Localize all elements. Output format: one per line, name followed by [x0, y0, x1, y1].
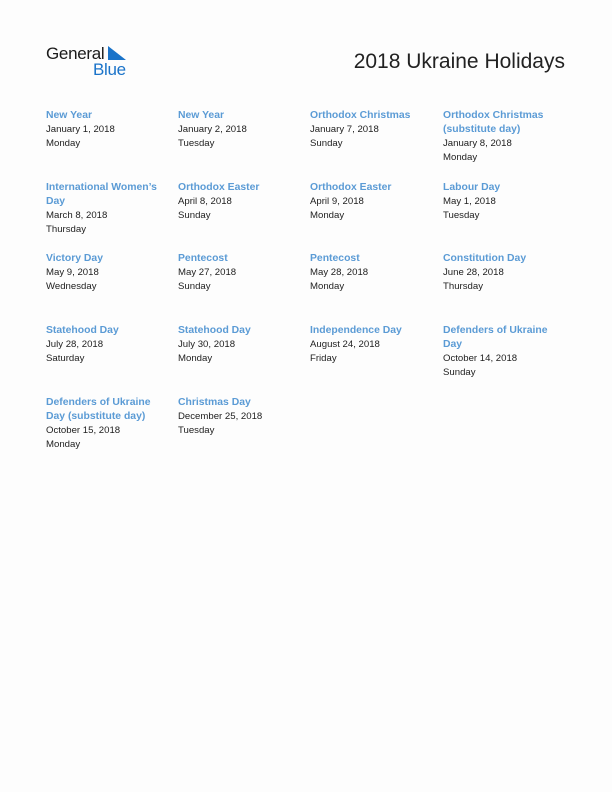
holiday-date: March 8, 2018: [46, 210, 108, 221]
logo: [46, 44, 136, 80]
holiday-date: January 2, 2018: [178, 124, 247, 135]
holiday-entry: [310, 109, 435, 151]
holiday-entry: [178, 324, 303, 366]
holiday-entry: [178, 252, 303, 294]
holiday-date: July 28, 2018: [46, 339, 104, 350]
holiday-name: Statehood Day: [178, 325, 251, 336]
holiday-name: New Year: [46, 110, 93, 121]
holiday-weekday: Thursday: [443, 281, 483, 292]
holiday-weekday: Friday: [310, 353, 337, 364]
holiday-entry: [310, 324, 435, 366]
holiday-date: January 8, 2018: [443, 138, 512, 149]
holiday-date: December 25, 2018: [178, 411, 263, 422]
holiday-date: May 28, 2018: [310, 267, 369, 278]
holiday-weekday: Tuesday: [443, 210, 480, 221]
holiday-weekday: Monday: [443, 152, 478, 163]
holiday-name: Orthodox Easter: [310, 182, 392, 193]
holiday-entry: [178, 396, 303, 438]
page-title: 2018 Ukraine Holidays: [353, 50, 565, 73]
holiday-date: May 1, 2018: [443, 196, 496, 207]
holiday-name: Labour Day: [443, 182, 501, 193]
holiday-name: Orthodox Easter: [178, 182, 260, 193]
holiday-name: Defenders of Ukraine Day (substitute day): [46, 397, 151, 422]
holiday-weekday: Tuesday: [178, 138, 215, 149]
logo-text-general: General: [46, 44, 105, 63]
holiday-entry: [178, 181, 303, 223]
holiday-name: Pentecost: [310, 253, 360, 264]
holiday-entry: [443, 324, 568, 380]
holiday-name: Victory Day: [46, 253, 103, 264]
holiday-entry: [46, 396, 171, 452]
holiday-date: April 8, 2018: [178, 196, 232, 207]
holiday-weekday: Thursday: [46, 224, 86, 235]
holiday-date: May 9, 2018: [46, 267, 99, 278]
holiday-weekday: Monday: [178, 353, 213, 364]
holiday-entry: [443, 181, 568, 223]
holiday-entry: [46, 324, 171, 366]
holiday-name: Constitution Day: [443, 253, 527, 264]
holiday-weekday: Sunday: [178, 281, 211, 292]
holiday-weekday: Monday: [310, 210, 345, 221]
holiday-entry: [178, 109, 303, 151]
holiday-weekday: Sunday: [310, 138, 343, 149]
holiday-date: July 30, 2018: [178, 339, 236, 350]
holiday-entry: [310, 181, 435, 223]
holiday-name: Orthodox Christmas: [310, 110, 411, 121]
logo-flag-icon: [108, 46, 126, 60]
holiday-name: Orthodox Christmas (substitute day): [443, 110, 544, 135]
holiday-entry: [46, 181, 171, 237]
holiday-weekday: Monday: [46, 138, 81, 149]
holiday-date: October 14, 2018: [443, 353, 518, 364]
holiday-date: January 1, 2018: [46, 124, 115, 135]
holiday-weekday: Monday: [46, 439, 81, 450]
holiday-date: January 7, 2018: [310, 124, 379, 135]
holiday-weekday: Sunday: [443, 367, 476, 378]
holiday-entry: [46, 109, 171, 151]
holiday-weekday: Monday: [310, 281, 345, 292]
holiday-weekday: Wednesday: [46, 281, 97, 292]
holiday-entry: [46, 252, 171, 294]
holiday-name: Christmas Day: [178, 397, 251, 408]
holiday-weekday: Saturday: [46, 353, 85, 364]
holiday-date: August 24, 2018: [310, 339, 380, 350]
holiday-entry: [443, 109, 568, 165]
holiday-weekday: Sunday: [178, 210, 211, 221]
holiday-name: New Year: [178, 110, 225, 121]
holiday-name: Pentecost: [178, 253, 228, 264]
holiday-weekday: Tuesday: [178, 425, 215, 436]
holiday-name: International Women’s Day: [46, 182, 157, 207]
holiday-date: May 27, 2018: [178, 267, 237, 278]
holiday-name: Statehood Day: [46, 325, 119, 336]
holiday-name: Independence Day: [310, 325, 402, 336]
holiday-name: Defenders of Ukraine Day: [443, 325, 548, 350]
logo-text-blue: Blue: [93, 60, 126, 79]
holiday-entry: [443, 252, 568, 294]
holiday-date: October 15, 2018: [46, 425, 121, 436]
holiday-date: June 28, 2018: [443, 267, 504, 278]
holiday-date: April 9, 2018: [310, 196, 364, 207]
holiday-entry: [310, 252, 435, 294]
